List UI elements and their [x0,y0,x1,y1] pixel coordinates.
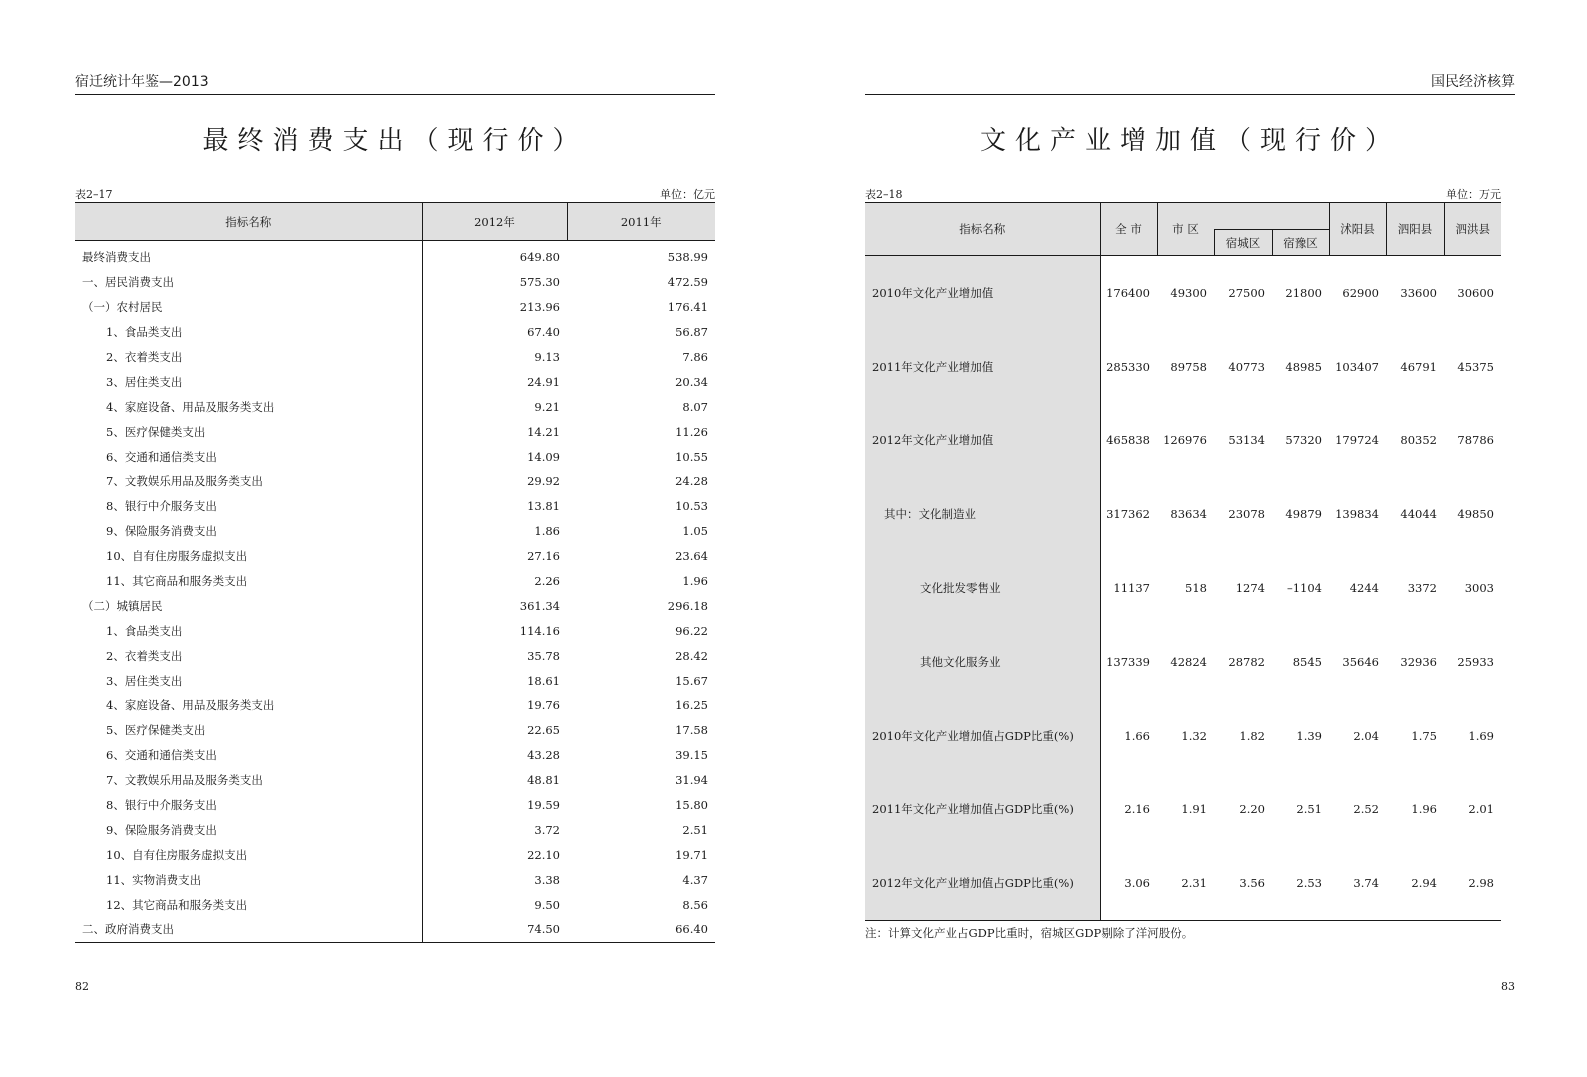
left-page [75,0,715,1077]
value-sucheng: 2.20 [1239,802,1265,817]
table-row [75,643,715,668]
table-meta [75,186,715,202]
table-unit: 单位：亿元 [660,188,715,201]
table-row [75,593,715,618]
table-row [75,320,715,345]
row-label-cell [865,625,1100,699]
value-shuyang: 103407 [1335,359,1379,374]
row-label: 7、文教娱乐用品及服务类支出 [106,474,263,489]
value-shuyang: 35646 [1342,654,1379,669]
row-label: 2010年文化产业增加值占GDP比重(%) [872,728,1074,743]
value-2011: 7.86 [682,350,708,364]
row-label: 5、医疗保健类支出 [106,424,206,439]
table-row [75,369,715,394]
value-siyang: 44044 [1400,507,1437,522]
value-siyang: 80352 [1400,433,1437,448]
value-2012: 649.80 [422,241,567,270]
row-label: 7、文教娱乐用品及服务类支出 [106,773,263,788]
value-shuyang: 2.52 [1353,802,1379,817]
table-row [75,793,715,818]
value-shiqu: 518 [1185,581,1207,596]
value-2011: 1.96 [682,574,708,589]
row-label: 二、政府消费支出 [75,917,422,942]
table-row [75,444,715,469]
table-row [75,842,715,867]
value-2011: 31.94 [675,773,708,788]
table-row [75,494,715,519]
value-2012: 19.59 [422,793,567,818]
value-2011: 28.42 [675,648,708,663]
page-number: 83 [1501,980,1515,993]
value-shiqu: 49300 [1170,285,1207,300]
value-sihong: 1.69 [1468,728,1494,743]
value-suyu: 57320 [1285,433,1322,448]
value-shiqu: 89758 [1170,359,1207,374]
row-label: （一）农村居民 [82,300,163,315]
value-2011: 176.41 [667,300,708,315]
row-label: 11、实物消费支出 [106,872,202,887]
row-label: 3、居住类支出 [106,673,183,688]
value-2012: 48.81 [422,768,567,793]
table-title: 最终消费支出（现行价） [202,126,588,156]
column-header: 沭阳县 [1329,203,1386,256]
value-2011: 10.53 [675,499,708,514]
running-head-text: 国民经济核算 [1431,74,1515,90]
value-shiqu: 1.32 [1181,728,1207,743]
table-title: 文化产业增加值（现行价） [979,126,1400,156]
table-row [75,345,715,370]
table-row [75,241,715,270]
value-siyang: 32936 [1400,654,1437,669]
value-siyang: 1.96 [1411,802,1437,817]
value-quanshi: 2.16 [1124,802,1150,817]
column-header: 全 市 [1100,203,1157,256]
column-header: 2012年 [422,203,567,241]
value-shiqu: 126976 [1163,433,1207,448]
table-row [75,693,715,718]
row-label: 10、自有住房服务虚拟支出 [106,549,248,564]
value-shuyang: 139834 [1335,507,1379,522]
value-2012: 22.65 [422,718,567,743]
value-2012: 14.21 [422,419,567,444]
table-row [865,551,1501,625]
culture-industry-table [865,202,1501,921]
value-2012: 575.30 [422,270,567,295]
value-shuyang: 62900 [1342,285,1379,300]
value-2012: 14.09 [422,444,567,469]
row-label-cell [865,846,1100,920]
value-shuyang: 3.74 [1329,846,1386,920]
value-sihong: 49850 [1457,507,1494,522]
value-siyang: 1.75 [1411,728,1437,743]
value-sucheng: 28782 [1228,654,1265,669]
value-2011: 472.59 [667,275,708,290]
value-quanshi: 11137 [1113,581,1150,596]
table-row [75,519,715,544]
value-quanshi: 176400 [1106,285,1150,300]
value-suyu: 21800 [1285,285,1322,300]
column-header: 泗阳县 [1386,203,1444,256]
column-header: 2011年 [567,203,715,241]
table-meta [865,186,1501,202]
value-2012: 361.34 [422,593,567,618]
value-2011: 66.40 [567,917,715,942]
value-2011: 39.15 [675,748,708,763]
row-label-cell [865,404,1100,478]
row-label: 4、家庭设备、用品及服务类支出 [106,698,275,713]
table-row [75,917,715,942]
value-suyu: 2.51 [1296,802,1322,817]
value-sihong: 2.01 [1468,802,1494,817]
value-2012: 114.16 [422,618,567,643]
value-2011: 96.22 [675,623,708,638]
value-2011: 8.07 [682,399,708,414]
row-label: 10、自有住房服务虚拟支出 [106,847,248,862]
value-sihong: 25933 [1457,654,1494,669]
value-2012: 18.61 [422,668,567,693]
table-row [75,394,715,419]
table-row [75,768,715,793]
value-sucheng: 23078 [1228,507,1265,522]
table-row [75,618,715,643]
row-label: 4、家庭设备、用品及服务类支出 [106,399,275,414]
row-label: 一、居民消费支出 [82,275,174,290]
value-suyu: 1.39 [1296,728,1322,743]
table-row [75,817,715,842]
column-header: 宿豫区 [1272,230,1329,256]
row-label: 6、交通和通信类支出 [106,748,217,763]
column-header: 宿城区 [1214,230,1272,256]
table-row [75,867,715,892]
row-label: 2011年文化产业增加值占GDP比重(%) [872,802,1074,817]
column-header: 泗洪县 [1444,203,1501,256]
running-head-text: 宿迁统计年鉴—2013 [75,74,209,90]
value-quanshi: 465838 [1106,433,1150,448]
value-2011: 20.34 [675,374,708,389]
value-siyang: 3372 [1407,581,1437,596]
value-siyang: 33600 [1400,285,1437,300]
table-header-row [75,203,715,241]
value-2011: 296.18 [667,598,708,613]
value-quanshi: 137339 [1106,654,1150,669]
row-label: 9、保险服务消费支出 [106,524,217,539]
value-sihong: 3003 [1464,581,1494,596]
table-body [75,241,715,943]
table-row [865,256,1501,330]
row-label: 2012年文化产业增加值 [872,433,994,448]
value-shiqu: 42824 [1170,654,1207,669]
table-row [865,477,1501,551]
table-number: 表2–17 [75,188,113,201]
value-sihong: 78786 [1457,433,1494,448]
value-sucheng: 27500 [1228,285,1265,300]
value-suyu: 2.53 [1272,846,1329,920]
table-row [75,892,715,917]
value-quanshi: 317362 [1106,507,1150,522]
consumption-table [75,202,715,943]
row-label-cell [865,256,1100,330]
value-2011: 4.37 [682,872,708,887]
value-2012: 43.28 [422,743,567,768]
value-2012: 213.96 [422,295,567,320]
header-spacer [1214,203,1329,230]
value-2011: 8.56 [682,897,708,912]
value-2011: 17.58 [675,723,708,738]
value-2011: 23.64 [675,549,708,564]
table-body [865,256,1501,921]
row-label: 1、食品类支出 [106,623,183,638]
value-2012: 24.91 [422,369,567,394]
value-sihong: 2.98 [1444,846,1501,920]
value-2012: 74.50 [422,917,567,942]
value-2012: 22.10 [422,842,567,867]
table-number: 表2–18 [865,188,903,201]
row-label: 2012年文化产业增加值占GDP比重(%) [872,876,1074,891]
row-label: 2、衣着类支出 [106,350,183,364]
value-sihong: 45375 [1457,359,1494,374]
table-row [75,270,715,295]
table-row [865,404,1501,478]
row-label: 8、银行中介服务支出 [106,798,217,813]
value-shuyang: 2.04 [1353,728,1379,743]
column-header: 指标名称 [865,203,1100,256]
table-unit: 单位：万元 [1446,188,1501,201]
value-shiqu: 83634 [1170,507,1207,522]
value-2011: 56.87 [675,325,708,340]
row-label-cell [865,551,1100,625]
value-siyang: 46791 [1400,359,1437,374]
value-2011: 538.99 [667,250,708,265]
row-label: 2011年文化产业增加值 [872,359,994,374]
value-2012: 9.50 [422,892,567,917]
value-2011: 15.80 [675,798,708,813]
row-label: 5、医疗保健类支出 [106,723,206,738]
row-label-cell [865,477,1100,551]
row-label: （二）城镇居民 [82,598,163,613]
value-2011: 15.67 [675,673,708,688]
value-2012: 35.78 [422,643,567,668]
value-sucheng: 1.82 [1239,728,1265,743]
value-2012: 13.81 [422,494,567,519]
value-shuyang: 4244 [1349,581,1379,596]
value-suyu: 48985 [1285,359,1322,374]
value-sihong: 30600 [1457,285,1494,300]
table-row [75,743,715,768]
value-2012: 67.40 [422,320,567,345]
table-row [75,668,715,693]
value-sucheng: 53134 [1228,433,1265,448]
value-2011: 11.26 [675,424,708,439]
value-siyang: 2.94 [1386,846,1444,920]
row-label-cell [865,773,1100,847]
table-row [865,846,1501,920]
row-label: 2010年文化产业增加值 [872,285,994,300]
row-label-cell [865,330,1100,404]
right-page [865,0,1515,1077]
row-label: 1、食品类支出 [106,325,183,340]
row-label: 其中：文化制造业 [884,507,976,522]
value-2011: 2.51 [682,822,708,837]
row-label: 12、其它商品和服务类支出 [106,897,248,912]
table-header-row [865,203,1501,230]
running-head [865,74,1515,95]
value-2012: 19.76 [422,693,567,718]
running-head [75,74,715,95]
value-2012: 3.38 [422,867,567,892]
table-row [865,773,1501,847]
column-header: 市 区 [1157,203,1214,256]
row-label: 最终消费支出 [82,250,151,265]
row-label-cell [865,699,1100,773]
row-label: 3、居住类支出 [106,374,183,389]
value-suyu: 49879 [1285,507,1322,522]
value-sucheng: 3.56 [1214,846,1272,920]
column-header: 指标名称 [75,203,422,241]
value-shuyang: 179724 [1335,433,1379,448]
value-suyu: 8545 [1292,654,1322,669]
value-2011: 24.28 [675,474,708,489]
row-label: 8、银行中介服务支出 [106,499,217,514]
value-2012: 27.16 [422,544,567,569]
value-2012: 3.72 [422,817,567,842]
value-quanshi: 1.66 [1124,728,1150,743]
value-suyu: –1104 [1286,581,1322,596]
row-label: 11、其它商品和服务类支出 [106,574,248,589]
table-row [75,295,715,320]
value-2011: 1.05 [682,524,708,539]
value-2012: 9.21 [422,394,567,419]
value-quanshi: 285330 [1106,359,1150,374]
value-sucheng: 40773 [1228,359,1265,374]
value-sucheng: 1274 [1235,581,1265,596]
table-note: 注：计算文化产业占GDP比重时，宿城区GDP剔除了洋河股份。 [865,926,1194,940]
value-2012: 29.92 [422,469,567,494]
page-number: 82 [75,980,89,993]
row-label: 6、交通和通信类支出 [106,449,217,464]
row-label: 其他文化服务业 [920,654,1001,669]
value-shiqu: 2.31 [1157,846,1214,920]
table-row [75,419,715,444]
value-2011: 19.71 [675,847,708,862]
table-row [75,544,715,569]
value-2012: 9.13 [422,345,567,370]
table-row [75,569,715,594]
value-2011: 10.55 [675,449,708,464]
table-row [75,469,715,494]
row-label: 文化批发零售业 [920,581,1001,596]
table-row [75,718,715,743]
value-2012: 2.26 [422,569,567,594]
value-2011: 16.25 [675,698,708,713]
value-2012: 1.86 [422,519,567,544]
value-quanshi: 3.06 [1100,846,1157,920]
row-label: 9、保险服务消费支出 [106,822,217,837]
table-row [865,330,1501,404]
table-row [865,699,1501,773]
row-label: 2、衣着类支出 [106,648,183,663]
table-row [865,625,1501,699]
value-shiqu: 1.91 [1181,802,1207,817]
